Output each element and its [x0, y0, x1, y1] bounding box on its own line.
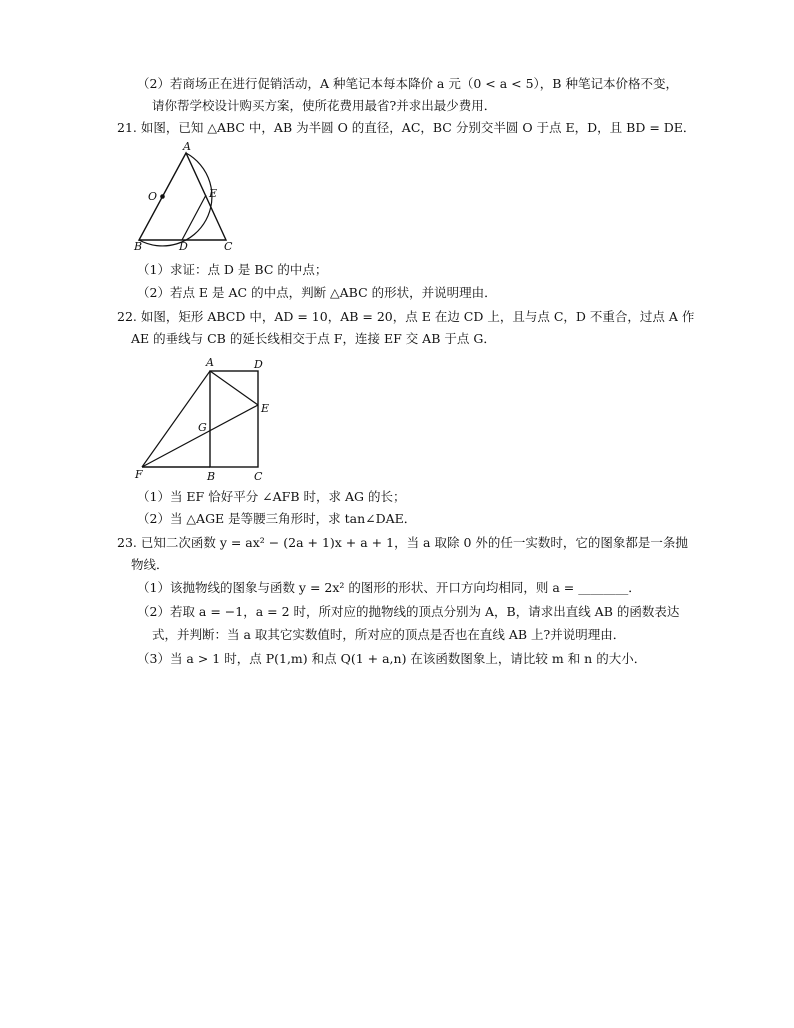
label-c: C	[224, 240, 233, 253]
label-o: O	[148, 190, 158, 203]
q21-part1: （1）求证：点 D 是 BC 的中点；	[137, 262, 328, 277]
segment-af	[142, 371, 210, 467]
q23-part1: （1）该抛物线的图象与函数 y = 2x² 的图形的形状、开口方向均相同，则 a = ________．	[137, 580, 641, 595]
q21-part2: （2）若点 E 是 AC 的中点，判断 △ABC 的形状，并说明理由．	[137, 285, 497, 300]
q22-stem-line1: 22. 如图，矩形 ABCD 中，AD = 10，AB = 20，点 E 在边 CD 上，且与点 C，D 不重合，过点 A 作	[117, 309, 695, 324]
segment-fe	[142, 405, 258, 467]
q23-part3: （3）当 a > 1 时，点 P(1,m) 和点 Q(1 + a,n) 在该函数图象上，请比较 m 和 n 的大小．	[137, 651, 647, 666]
label-a: A	[206, 356, 214, 369]
rectangle-abcd	[210, 371, 258, 467]
label-g: G	[198, 421, 207, 434]
q23-stem-line2: 物线．	[131, 557, 169, 572]
q22-part1: （1）当 EF 恰好平分 ∠AFB 时，求 AG 的长；	[137, 489, 406, 504]
q20-part2-line1: （2）若商场正在进行促销活动，A 种笔记本每本降价 a 元（0 < a < 5），B 种笔记本价格不变，	[137, 76, 678, 91]
segment-ae	[210, 371, 258, 405]
q20-part2-line2: 请你帮学校设计购买方案，使所花费用最省?并求出最少费用．	[152, 98, 497, 113]
label-c: C	[254, 470, 263, 483]
label-e: E	[261, 402, 270, 415]
label-a: A	[183, 140, 191, 153]
q21-figure	[128, 140, 248, 256]
segment-de	[182, 195, 206, 240]
label-b: B	[207, 470, 216, 483]
label-d: D	[179, 240, 188, 253]
label-d: D	[254, 358, 263, 371]
label-f: F	[135, 468, 143, 481]
q23-part2-line1: （2）若取 a = −1，a = 2 时，所对应的抛物线的顶点分别为 A，B，请求出直线 AB 的函数表达	[137, 604, 680, 619]
center-o-point	[160, 194, 165, 199]
label-e: E	[209, 187, 218, 200]
q21-stem: 21. 如图，已知 △ABC 中，AB 为半圆 O 的直径，AC，BC 分别交半圆 O 于点 E，D，且 BD = DE．	[117, 120, 696, 135]
q23-stem-line1: 23. 已知二次函数 y = ax² − (2a + 1)x + a + 1，当 a 取除 0 外的任一实数时，它的图象都是一条抛	[117, 535, 688, 550]
q23-part2-line2: 式，并判断：当 a 取其它实数值时，所对应的顶点是否也在直线 AB 上?并说明理由．	[152, 627, 626, 642]
q22-figure	[130, 354, 280, 486]
q22-stem-line2: AE 的垂线与 CB 的延长线相交于点 F，连接 EF 交 AB 于点 G．	[131, 331, 496, 346]
q22-part2: （2）当 △AGE 是等腰三角形时，求 tan∠DAE．	[137, 511, 417, 526]
label-b: B	[134, 240, 143, 253]
